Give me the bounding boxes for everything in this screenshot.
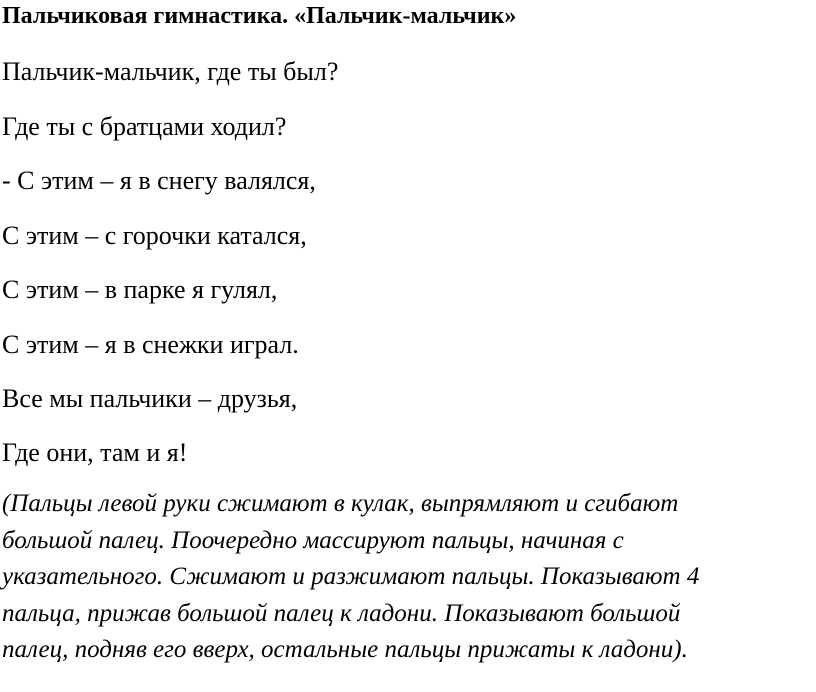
instructions-paragraph: [2, 486, 802, 669]
instructions-line-5: палец, подняв его вверх, остальные пальцы прижаты к ладони).: [2, 636, 688, 663]
verse-line-3: - С этим – я в снегу валялся,: [2, 166, 316, 195]
verse-line-1: Пальчик-мальчик, где ты был?: [2, 57, 339, 86]
instructions-line-3: указательного. Сжимают и разжимают пальцы. Показывают 4: [2, 563, 700, 590]
instructions-line-1: (Пальцы левой руки сжимают в кулак, выпрямляют и сгибают: [2, 490, 679, 517]
document-title: Пальчиковая гимнастика. «Пальчик-мальчик»: [2, 3, 517, 29]
instructions-line-4: пальца, прижав большой палец к ладони. Показывают большой: [2, 599, 681, 627]
verse-line-7: Все мы пальчики – друзья,: [2, 384, 298, 413]
verse-line-8: Где они, там и я!: [2, 438, 188, 467]
verse-line-2: Где ты с братцами ходил?: [2, 112, 287, 141]
verse-line-4: С этим – с горочки катался,: [2, 221, 307, 250]
instructions-line-2: большой палец. Поочередно массируют пальцы, начиная с: [2, 526, 624, 554]
verse-line-5: С этим – в парке я гулял,: [2, 275, 278, 304]
verse-line-6: С этим – я в снежки играл.: [2, 330, 299, 359]
